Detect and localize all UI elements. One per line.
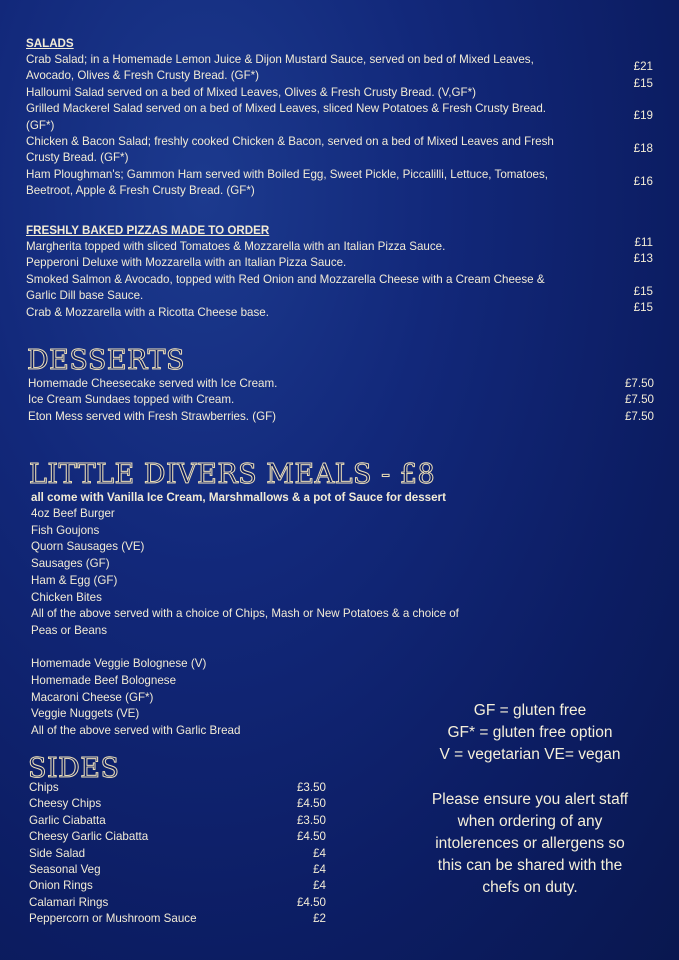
item-name: Homemade Cheesecake served with Ice Cream. bbox=[28, 377, 278, 390]
item-name: Onion Rings bbox=[29, 879, 93, 893]
price: £18 bbox=[633, 142, 653, 155]
item-name: Side Salad bbox=[29, 846, 86, 860]
key-line: V = vegetarian VE= vegan bbox=[439, 746, 621, 763]
menu-line: Crab Salad; in a Homemade Lemon Juice & Dijon Mustard Sauce, served on bed of Mixed Leaves, bbox=[26, 53, 534, 66]
key-line: GF = gluten free bbox=[473, 702, 587, 719]
sides-list bbox=[29, 780, 326, 928]
menu-item bbox=[28, 376, 654, 392]
menu-line: All of the above served with Garlic Bread bbox=[31, 724, 241, 738]
price: £21 bbox=[633, 60, 653, 73]
menu-line: Beetroot, Apple & Fresh Crusty Bread. (GF*) bbox=[26, 184, 255, 198]
price: £19 bbox=[633, 109, 653, 122]
salads-lines bbox=[26, 52, 554, 200]
sides-heading: SIDES bbox=[28, 753, 120, 784]
item-name: Seasonal Veg bbox=[29, 863, 101, 877]
notice-line: intolerences or allergens so bbox=[435, 835, 625, 852]
item-name: Calamari Rings bbox=[29, 895, 109, 909]
item-price: £2 bbox=[313, 912, 326, 926]
desserts-list bbox=[28, 376, 654, 425]
dietary-key bbox=[410, 700, 650, 766]
menu-item bbox=[29, 895, 326, 911]
item-price: £7.50 bbox=[624, 393, 654, 407]
menu-item bbox=[29, 813, 326, 829]
item-name: Garlic Ciabatta bbox=[29, 813, 106, 827]
item-price: £4.50 bbox=[296, 797, 326, 811]
pizzas-lines bbox=[26, 239, 545, 321]
menu-line: Peas or Beans bbox=[31, 623, 108, 637]
menu-line: Chicken Bites bbox=[31, 590, 102, 604]
menu-line: Ham Ploughman's; Gammon Ham served with Boiled Egg, Sweet Pickle, Piccalilli, Lettuce, Tomatoes, bbox=[26, 167, 549, 181]
price: £15 bbox=[633, 285, 653, 298]
menu-item bbox=[29, 829, 326, 845]
menu-line: Ham & Egg (GF) bbox=[31, 573, 118, 587]
desserts-heading: DESSERTS bbox=[27, 345, 185, 376]
menu-line: Halloumi Salad served on a bed of Mixed Leaves, Olives & Fresh Crusty Bread. (V,GF*) bbox=[26, 85, 476, 99]
notice-line: chefs on duty. bbox=[482, 879, 578, 896]
menu-item bbox=[28, 392, 654, 408]
menu-line: (GF*) bbox=[26, 118, 55, 132]
menu-item bbox=[29, 862, 326, 878]
menu-line: Crusty Bread. (GF*) bbox=[26, 151, 129, 165]
little-divers-subheading: all come with Vanilla Ice Cream, Marshmallows & a pot of Sauce for dessert bbox=[31, 491, 446, 504]
allergen-notice bbox=[410, 789, 650, 899]
notice-line: when ordering of any bbox=[457, 813, 603, 830]
price: £13 bbox=[633, 252, 653, 265]
pizzas-heading: FRESHLY BAKED PIZZAS MADE TO ORDER bbox=[26, 224, 270, 237]
menu-item bbox=[29, 780, 326, 796]
menu-line: Sausages (GF) bbox=[31, 557, 110, 571]
menu-line: Fish Goujons bbox=[31, 523, 100, 537]
item-name: Cheesy Garlic Ciabatta bbox=[29, 830, 149, 844]
little-divers-lines bbox=[31, 506, 459, 740]
price: £15 bbox=[633, 77, 653, 90]
menu-line bbox=[31, 640, 459, 657]
menu-line: Grilled Mackerel Salad served on a bed of Mixed Leaves, sliced New Potatoes & Fresh Crusty Bread. bbox=[26, 102, 547, 116]
key-line: GF* = gluten free option bbox=[447, 724, 613, 741]
notice-line: Please ensure you alert staff bbox=[431, 791, 629, 808]
item-name: Peppercorn or Mushroom Sauce bbox=[29, 912, 197, 926]
item-price: £4 bbox=[313, 846, 326, 860]
menu-line: Veggie Nuggets (VE) bbox=[31, 707, 140, 721]
menu-item bbox=[29, 796, 326, 812]
item-price: £4.50 bbox=[296, 895, 326, 909]
item-price: £4.50 bbox=[296, 830, 326, 844]
little-divers-heading: LITTLE DIVERS MEALS - £8 bbox=[29, 459, 436, 490]
menu-line: Quorn Sausages (VE) bbox=[31, 540, 145, 554]
item-price: £4 bbox=[313, 863, 326, 877]
item-price: £7.50 bbox=[624, 409, 654, 423]
menu-line: Avocado, Olives & Fresh Crusty Bread. (GF*) bbox=[26, 69, 260, 83]
menu-line: Garlic Dill base Sauce. bbox=[26, 289, 144, 303]
item-price: £3.50 bbox=[296, 813, 326, 827]
menu-line: Homemade Beef Bolognese bbox=[31, 674, 177, 688]
item-price: £3.50 bbox=[296, 781, 326, 794]
item-name: Chips bbox=[29, 781, 59, 794]
price: £11 bbox=[634, 236, 653, 249]
menu-line: Margherita topped with sliced Tomatoes & Mozzarella with an Italian Pizza Sauce. bbox=[26, 240, 446, 253]
menu-line: All of the above served with a choice of Chips, Mash or New Potatoes & a choice of bbox=[31, 607, 459, 621]
item-name: Cheesy Chips bbox=[29, 797, 102, 811]
menu-line: Macaroni Cheese (GF*) bbox=[31, 690, 154, 704]
salads-heading: SALADS bbox=[26, 37, 74, 50]
menu-line: Pepperoni Deluxe with Mozzarella with an Italian Pizza Sauce. bbox=[26, 256, 347, 270]
menu-line: Chicken & Bacon Salad; freshly cooked Chicken & Bacon, served on a bed of Mixed Leaves and Fresh bbox=[26, 135, 554, 149]
menu-line: Homemade Veggie Bolognese (V) bbox=[31, 657, 207, 671]
menu-line: Smoked Salmon & Avocado, topped with Red Onion and Mozzarella Cheese with a Cream Cheese & bbox=[26, 272, 545, 286]
notice-line: this can be shared with the bbox=[437, 857, 623, 874]
menu-item bbox=[28, 409, 654, 425]
item-name: Eton Mess served with Fresh Strawberries. (GF) bbox=[28, 409, 277, 423]
item-price: £4 bbox=[313, 879, 326, 893]
item-name: Ice Cream Sundaes topped with Cream. bbox=[28, 393, 235, 407]
menu-line: 4oz Beef Burger bbox=[31, 507, 115, 520]
item-price: £7.50 bbox=[624, 377, 654, 390]
price: £15 bbox=[633, 301, 653, 314]
price: £16 bbox=[633, 175, 653, 188]
menu-line: Crab & Mozzarella with a Ricotta Cheese base. bbox=[26, 305, 269, 319]
menu-item bbox=[29, 878, 326, 894]
menu-item bbox=[29, 911, 326, 927]
menu-item bbox=[29, 846, 326, 862]
